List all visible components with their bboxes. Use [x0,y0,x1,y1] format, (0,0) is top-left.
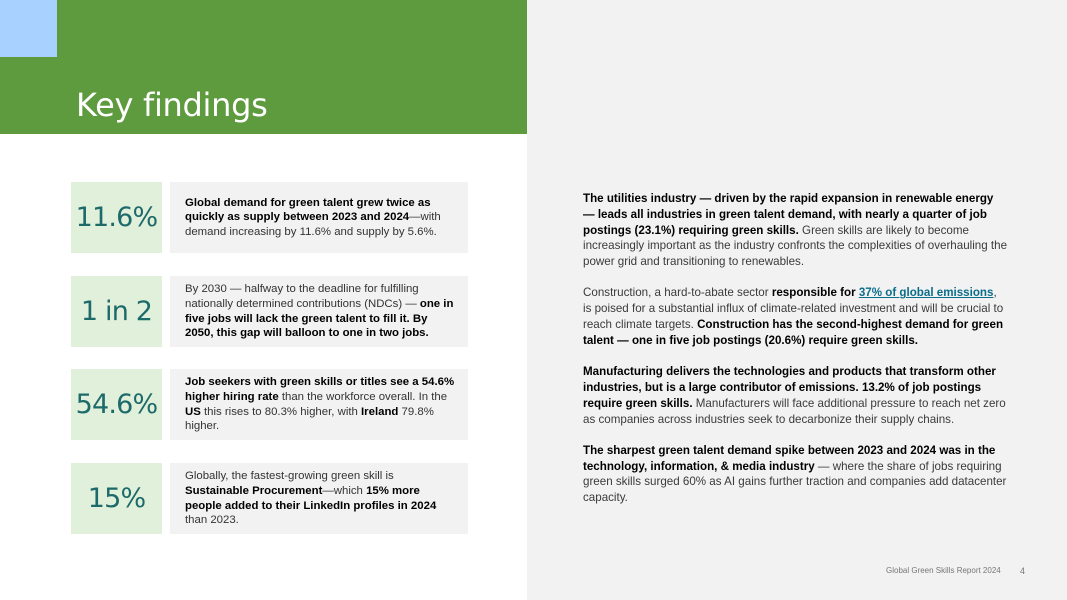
para-text-regular: — where the share of jobs requiring green skills surged 60% as AI gains further traction and companies add datacenter capacity. [583,459,1007,505]
stat-text-regular: Globally, the fastest-growing green skill is [185,470,394,483]
stat-box [71,463,162,534]
stat-text-regular: than 2023. [185,514,239,527]
stat-box [71,369,162,440]
stat-text [170,369,468,440]
stat-text-regular: —with demand increasing by 11.6% and supply by 5.6%. [185,211,441,238]
stat-row-4 [71,463,468,534]
stat-value: 15% [87,483,146,514]
para-text-regular: , is poised for a substantial influx of climate-related investment and will be crucial to reach climate targets. [583,286,1004,332]
para-text-bold: responsible for [771,286,859,300]
para-text-regular: Green skills are likely to become increasingly important as the industry confronts the complexities of overhauling the power grid and transitioning to renewables. [583,223,1008,269]
stat-value: 54.6% [75,389,158,420]
stat-text-regular: this rises to 80.3% higher, with [200,405,362,418]
stat-text [170,276,468,347]
stat-text-regular: than the workforce overall. In the [278,390,448,403]
stat-value: 1 in 2 [80,296,153,327]
footer-page-number: 4 [1020,566,1026,576]
stat-box [71,182,162,253]
stat-row-3 [71,369,468,440]
stat-text-regular: —which [322,484,367,497]
stat-text-bold: 15% more people added to their LinkedIn profiles in 2024 [185,484,437,512]
paragraph-construction [583,285,1008,348]
stat-description [185,196,456,240]
para-text-bold: Construction has the second-highest demand for green talent — one in five job postings (20.6%) require green skills. [583,318,1004,347]
corner-accent [0,0,57,57]
stat-text-bold: one in five jobs will lack the green talent to fill it. By 2050, this gap will balloon to one in two jobs. [185,297,454,340]
paragraph-manufacturing [583,364,1008,427]
page-title: Key findings [76,86,268,124]
para-text-bold: The utilities industry — driven by the rapid expansion in renewable energy — leads all industries in green talent demand, with nearly a quarter of job postings (23.1%) requiring green skills. [583,192,994,237]
stat-text-regular: By 2030 — halfway to the deadline for fulfilling nationally determined contributions (NDCs) — [185,283,420,310]
stat-row-1 [71,182,468,253]
paragraph-utilities [583,191,1008,270]
stat-text-bold: US [185,405,201,418]
para-text-regular: Manufacturers will face additional pressure to reach net zero as companies across industries seek to decarbonize their supply chains. [583,396,1006,426]
stat-text [170,463,468,534]
stat-text-bold: Global demand for green talent grew twice as quickly as supply between 2023 and 2024 [185,196,431,224]
stat-description [185,469,456,527]
stat-description [185,282,456,340]
footer-report-title: Global Green Skills Report 2024 [886,566,1001,575]
industry-findings [583,191,1008,522]
stat-text-regular: 79.8% higher. [185,405,434,433]
stat-description [185,375,456,433]
paragraph-technology [583,443,1008,506]
stat-value: 11.6% [75,202,158,233]
stat-box [71,276,162,347]
para-text-regular: Construction, a hard-to-abate sector [583,286,772,300]
stat-text [170,182,468,253]
stat-text-bold: Sustainable Procurement [185,484,323,497]
stat-text-bold: Ireland [361,405,399,418]
para-text-bold: Manufacturing delivers the technologies and products that transform other industries, but is a large contributor of emissions. 13.2% of job postings require green skills. [583,365,996,410]
stat-text-bold: Job seekers with green skills or titles see a 54.6% higher hiring rate [185,376,455,403]
stat-row-2 [71,276,468,347]
emissions-link[interactable]: 37% of global emissions [858,286,994,300]
para-text-bold: The sharpest green talent demand spike between 2023 and 2024 was in the technology, information, & media industry [583,443,996,473]
